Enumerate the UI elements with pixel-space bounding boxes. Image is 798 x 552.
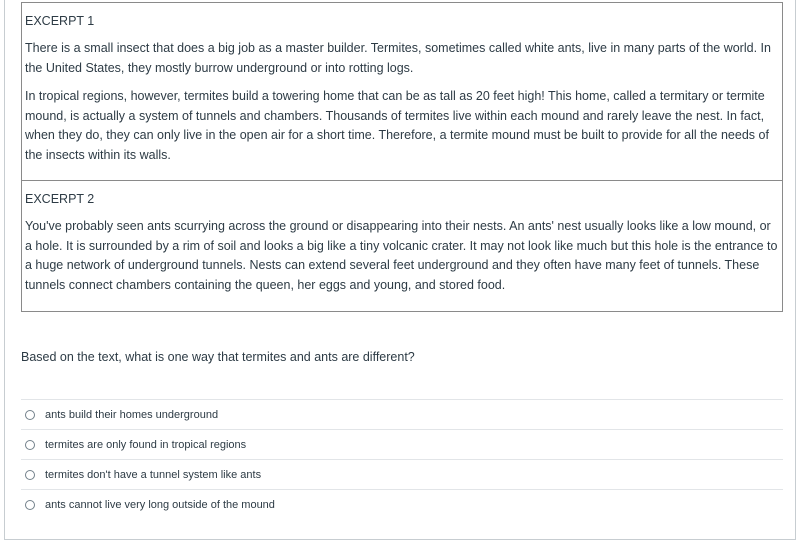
radio-button-icon[interactable] bbox=[25, 440, 35, 450]
quiz-question-panel bbox=[4, 0, 796, 540]
excerpt-1-cell bbox=[21, 2, 783, 181]
answer-option-1[interactable] bbox=[21, 400, 783, 430]
radio-button-icon[interactable] bbox=[25, 500, 35, 510]
radio-button-icon[interactable] bbox=[25, 470, 35, 480]
excerpt-2-cell bbox=[21, 181, 783, 312]
excerpt-2-paragraph-1: You've probably seen ants scurrying across the ground or disappearing into their nests. An ants' nest usually looks like a low mound, or a hole. It is surrounded by a rim of soil and looks a big like a tiny volcanic crater. It may not look like much but this hole is the entrance to a huge network of underground tunnels. Nests can extend several feet underground and they often have many feet of tunnels. These tunnels connect chambers containing the queen, her eggs and young, and stored food. bbox=[25, 219, 778, 292]
excerpt-1-title: EXCERPT 1 bbox=[25, 14, 95, 28]
excerpt-1-paragraph-2: In tropical regions, however, termites build a towering home that can be as tall as 20 feet high! This home, called a termitary or termite mound, is actually a system of tunnels and chambers. Thousands of termites live within each mound and rarely leave the nest. In fact, when they do, they can only live in the open air for a short time. Therefore, a termite mound must be built to provide for all the needs of the insects within its walls. bbox=[25, 89, 769, 162]
radio-button-icon[interactable] bbox=[25, 410, 35, 420]
excerpt-1-paragraph-1: There is a small insect that does a big job as a master builder. Termites, sometimes called white ants, live in many parts of the world. In the United States, they mostly burrow underground or into rotting logs. bbox=[25, 41, 771, 75]
excerpts-table bbox=[21, 2, 783, 312]
excerpt-2-title: EXCERPT 2 bbox=[25, 192, 95, 206]
answer-option-3[interactable] bbox=[21, 460, 783, 490]
answer-option-2[interactable] bbox=[21, 430, 783, 460]
answer-label: ants build their homes underground bbox=[45, 408, 219, 421]
answer-label: termites don't have a tunnel system like ants bbox=[45, 468, 262, 481]
answer-list bbox=[21, 399, 783, 520]
answer-label: ants cannot live very long outside of the mound bbox=[45, 499, 275, 511]
question-text: Based on the text, what is one way that termites and ants are different? bbox=[21, 350, 415, 364]
answer-option-4[interactable] bbox=[21, 490, 783, 520]
answer-label: termites are only found in tropical regions bbox=[45, 438, 247, 451]
